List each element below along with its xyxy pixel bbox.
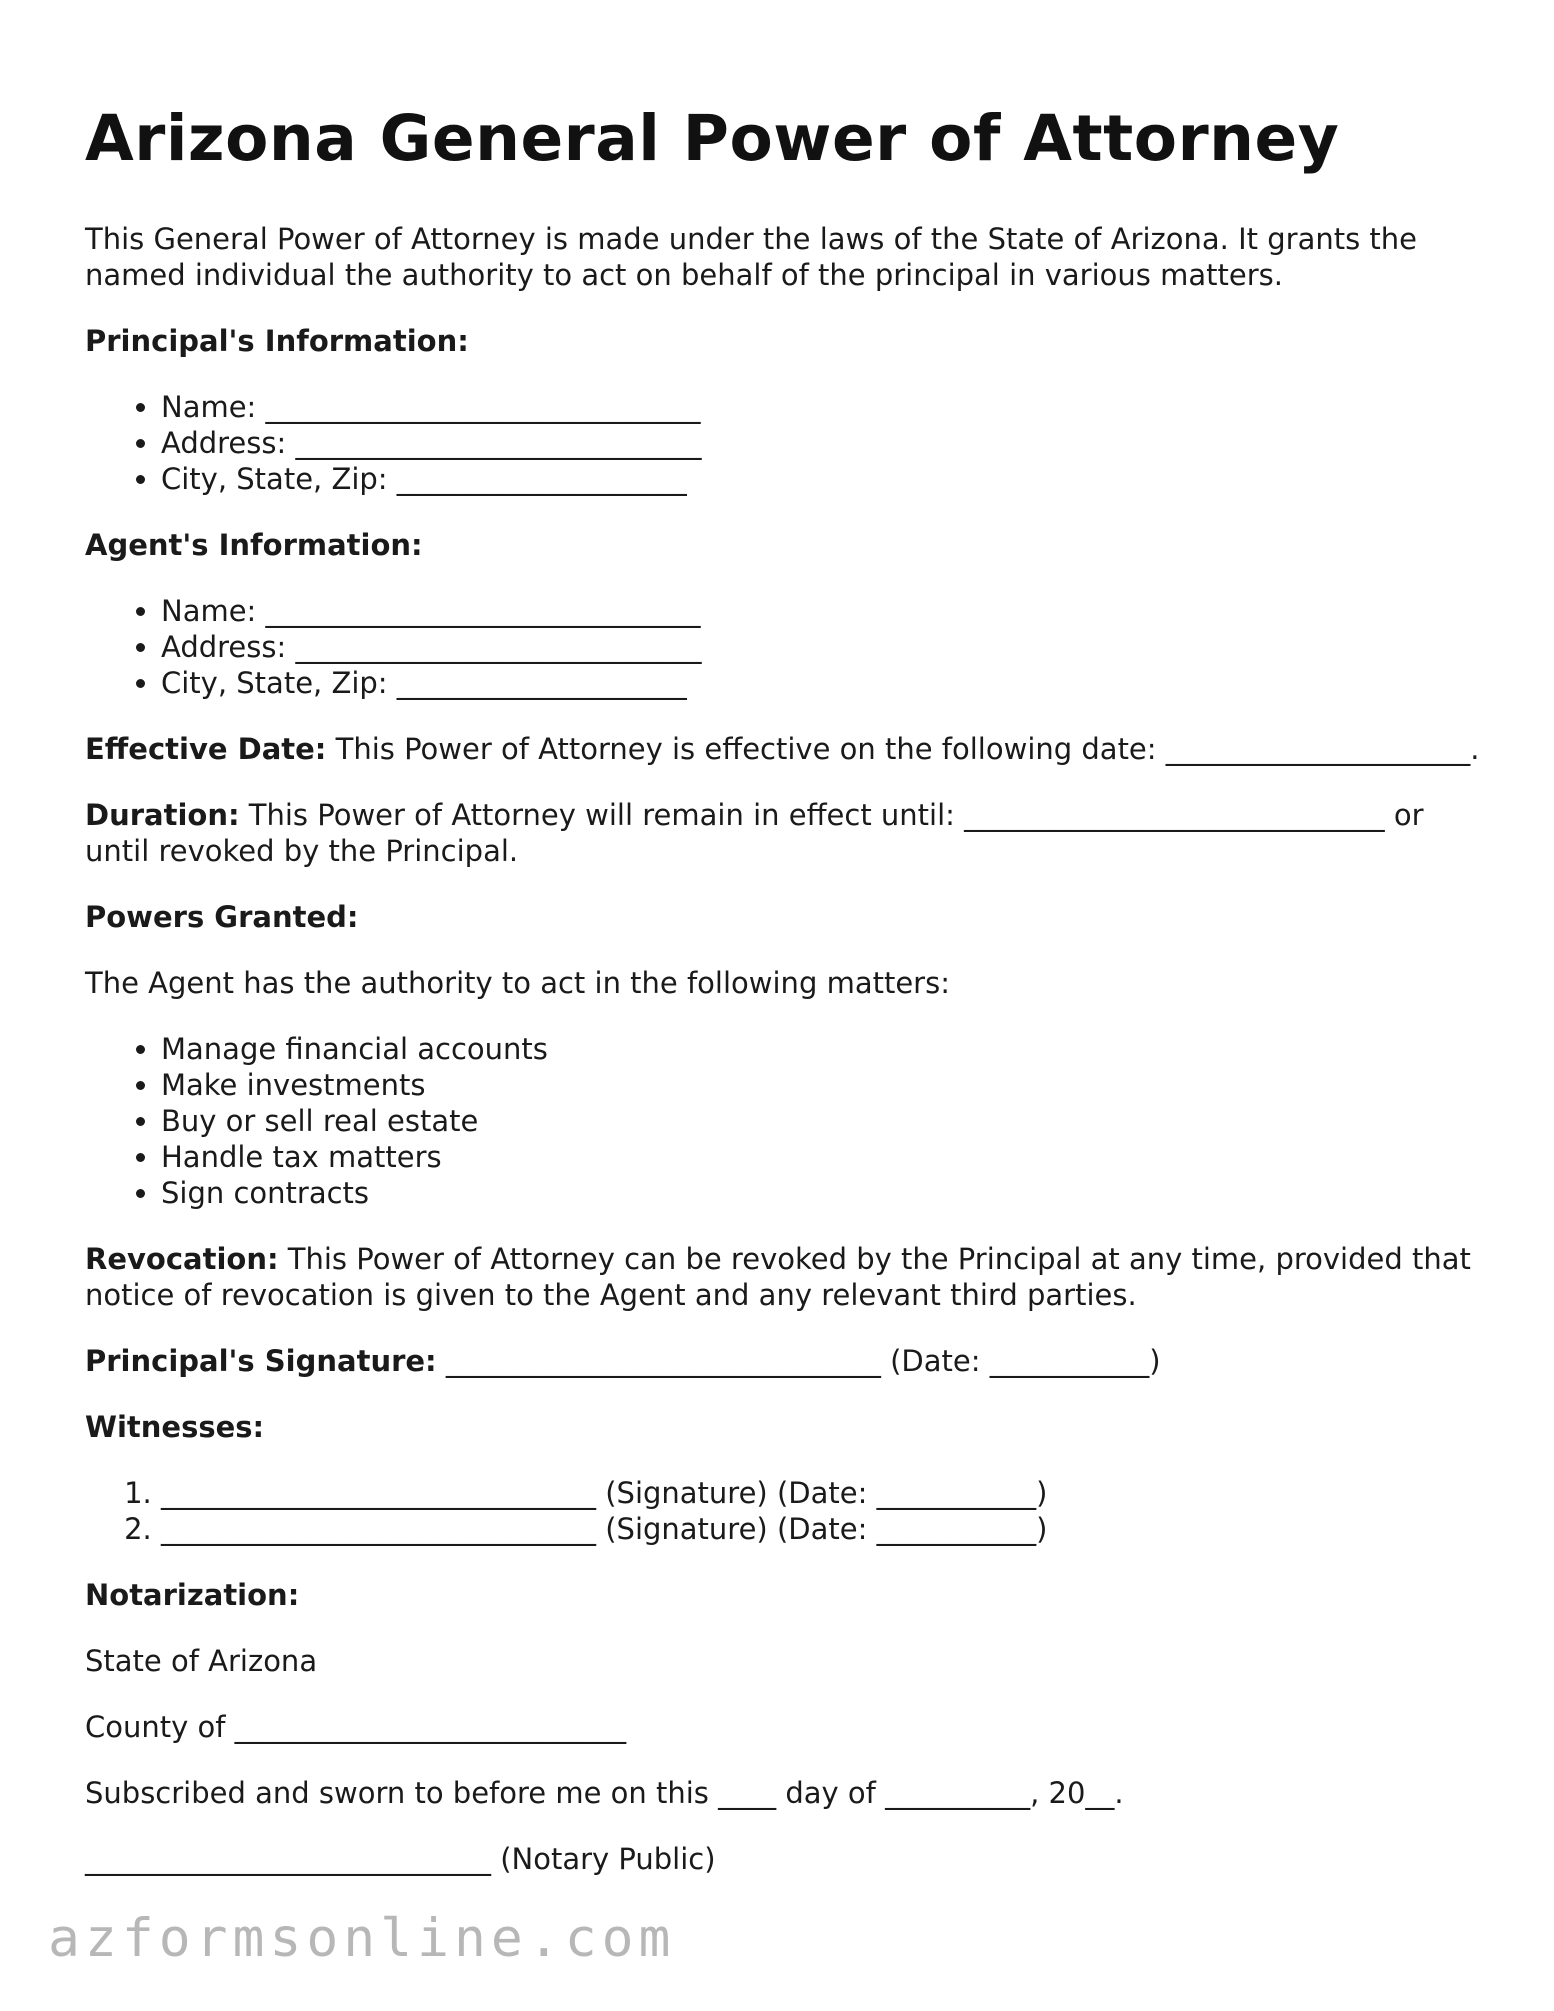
principal-signature-text: ______________________________ (Date: ___________) — [436, 1343, 1161, 1378]
principal-address-field[interactable]: • Address: ____________________________ — [161, 425, 1485, 461]
principal-name-field[interactable]: • Name: ______________________________ — [161, 389, 1485, 425]
power-item: • Sign contracts — [161, 1175, 1485, 1211]
principal-signature-label: Principal's Signature: — [85, 1343, 437, 1378]
principal-info-list — [85, 389, 1485, 497]
site-watermark: azformsonline.com — [48, 1908, 676, 1969]
duration-paragraph[interactable] — [85, 797, 1485, 869]
principal-city-state-zip-field[interactable]: • City, State, Zip: ____________________ — [161, 461, 1485, 497]
witness-signature-line[interactable]: 1. ______________________________ (Signature) (Date: ___________) — [161, 1475, 1485, 1511]
powers-heading: Powers Granted: — [85, 899, 359, 934]
agent-heading: Agent's Information: — [85, 527, 423, 562]
power-item: • Manage financial accounts — [161, 1031, 1485, 1067]
agent-address-field[interactable]: • Address: ____________________________ — [161, 629, 1485, 665]
notary-state: State of Arizona — [85, 1643, 318, 1678]
witness-signature-line[interactable]: 2. ______________________________ (Signature) (Date: ___________) — [161, 1511, 1485, 1547]
effective-date-paragraph[interactable] — [85, 731, 1485, 767]
powers-list — [85, 1031, 1485, 1211]
notarization-heading: Notarization: — [85, 1577, 300, 1612]
principal-heading: Principal's Information: — [85, 323, 469, 358]
witnesses-heading: Witnesses: — [85, 1409, 265, 1444]
powers-intro: The Agent has the authority to act in the following matters: — [85, 965, 950, 1000]
notary-public-signature[interactable]: ____________________________ (Notary Public) — [85, 1841, 716, 1876]
principal-signature-line[interactable] — [85, 1343, 1485, 1379]
agent-name-field[interactable]: • Name: ______________________________ — [161, 593, 1485, 629]
effective-date-text: This Power of Attorney is effective on the following date: _____________________. — [326, 731, 1480, 766]
duration-label: Duration: — [85, 797, 240, 832]
revocation-paragraph — [85, 1241, 1485, 1313]
notary-county-field[interactable]: County of ___________________________ — [85, 1709, 627, 1744]
revocation-text: This Power of Attorney can be revoked by the Principal at any time, provided that notice of revocation is given to the Agent and any relevant third parties. — [85, 1241, 1471, 1312]
power-item: • Buy or sell real estate — [161, 1103, 1485, 1139]
duration-text: This Power of Attorney will remain in effect until: _____________________________ or until revoked by the Principal. — [85, 797, 1424, 868]
notary-sworn-statement[interactable]: Subscribed and sworn to before me on this ____ day of __________, 20__. — [85, 1775, 1124, 1810]
effective-date-label: Effective Date: — [85, 731, 327, 766]
agent-city-state-zip-field[interactable]: • City, State, Zip: ____________________ — [161, 665, 1485, 701]
power-item: • Make investments — [161, 1067, 1485, 1103]
document-title: Arizona General Power of Attorney — [85, 102, 1340, 175]
witnesses-list — [85, 1475, 1485, 1547]
power-item: • Handle tax matters — [161, 1139, 1485, 1175]
agent-info-list — [85, 593, 1485, 701]
intro-paragraph: This General Power of Attorney is made under the laws of the State of Arizona. It grants the named individual the authority to act on behalf of the principal in various matters. — [85, 221, 1418, 292]
document-page — [85, 100, 1485, 1877]
revocation-label: Revocation: — [85, 1241, 279, 1276]
